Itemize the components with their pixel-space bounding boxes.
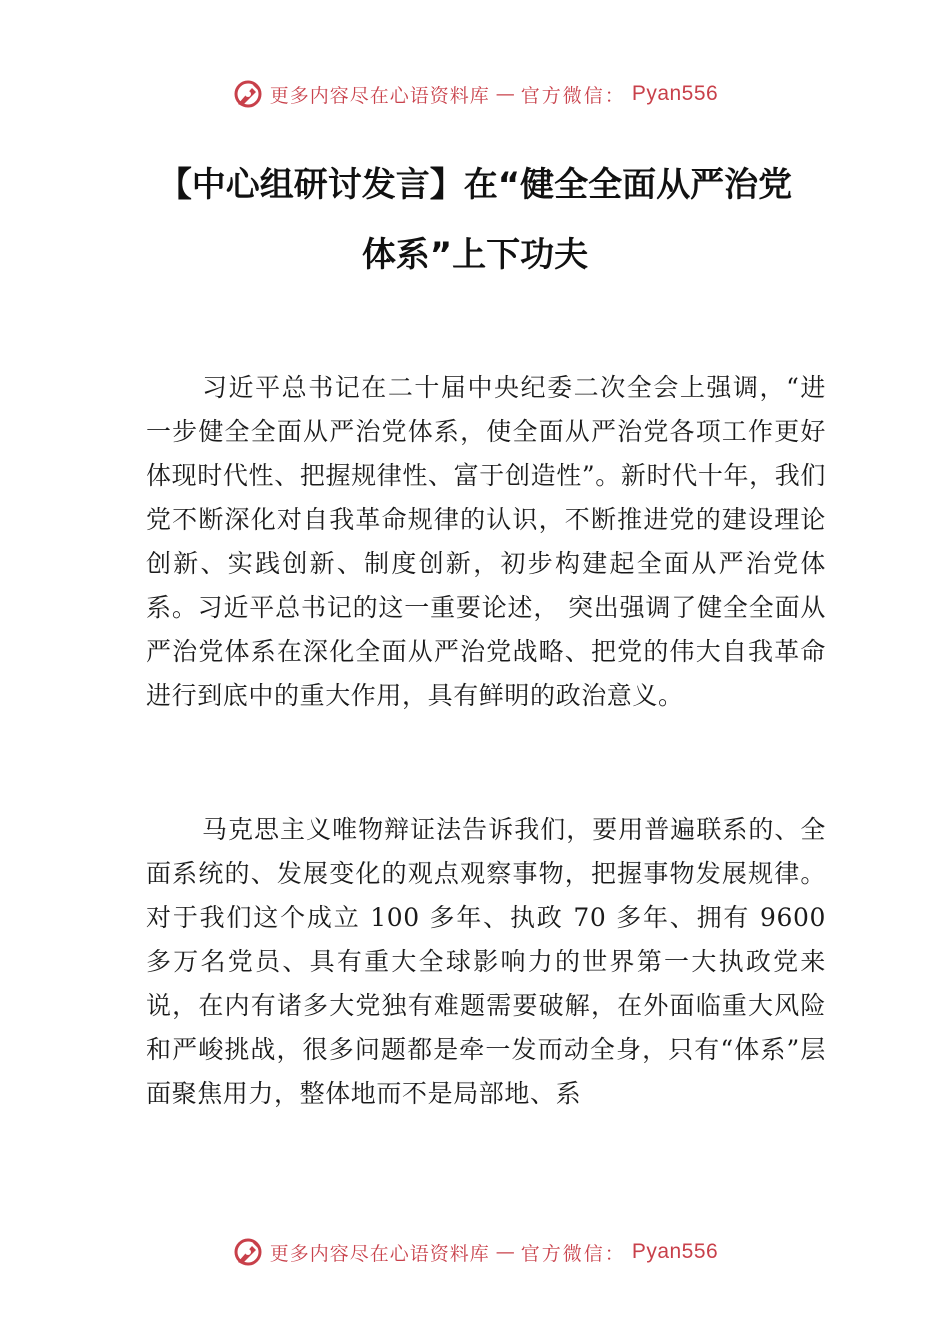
banner-separator: — [495, 83, 515, 105]
title-line-1: 【中心组研讨发言】在“健全全面从严治党 [157, 165, 793, 205]
pen-nib-logo-icon [232, 78, 264, 110]
banner-wechat-id: Pyan556 [631, 82, 719, 105]
banner-separator: — [495, 1241, 515, 1263]
body-paragraph-1: 习近平总书记在二十届中央纪委二次全会上强调，“进一步健全全面从严治党体系，使全面从严治党各项工作更好体现时代性、把握规律性、富于创造性”。新时代十年，我们党不断深化对自我革命规律的认识，不断推进党的建设理论创新、实践创新、制度创新，初步构建起全面从严治党体系。习近平总书记的这一重要论述， 突出强调了健全全面从严治党体系在深化全面从严治党战略、把党的伟大自我革命进行到底中的重大作用，具有鲜明的政治意义。 [146, 373, 826, 710]
body-paragraph-2: 马克思主义唯物辩证法告诉我们，要用普遍联系的、全面系统的、发展变化的观点观察事物，把握事物发展规律。对于我们这个成立 100 多年、执政 70 多年、拥有 9600 多万名党员、具有重大全球影响力的世界第一大执政党来说，在内有诸多大党独有难题需要破解，在外面临重大风险和严峻挑战，很多问题都是牵一发而动全身，只有“体系”层面聚焦用力，整体地而不是局部地、系 [146, 815, 826, 1108]
banner-label: 官方微信： [520, 1242, 626, 1265]
document-title [100, 150, 850, 290]
banner-text: 更多内容尽在心语资料库 [269, 84, 490, 107]
banner-wechat-id: Pyan556 [631, 1240, 719, 1263]
title-line-2: 体系”上下功夫 [361, 235, 589, 275]
footer-banner [0, 1232, 950, 1272]
banner-label: 官方微信： [520, 84, 626, 107]
banner-text: 更多内容尽在心语资料库 [269, 1242, 490, 1265]
pen-nib-logo-icon [232, 1236, 264, 1268]
header-banner [0, 74, 950, 114]
